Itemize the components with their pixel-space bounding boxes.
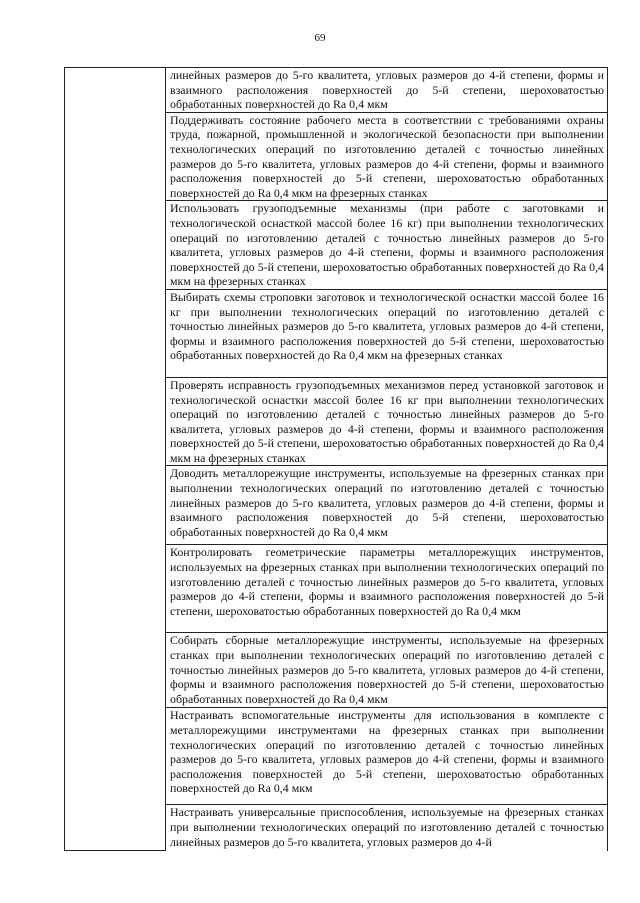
table-cell-text: Настраивать универсальные приспособления, используемые на фрезерных станках при выполнении технологических операций по изготовлению деталей с точностью линейных размеров до 5-го квалитета, угловых размеров до 4-й (166, 805, 608, 851)
table-cell-text: Использовать грузоподъемные механизмы (при работе с заготовками и технологической оснасткой массой более 16 кг) при выполнении технологических операций по изготовлению деталей с точностью линейных размеров до 5-го квалитета, угловых размеров до 4-й степени, формы и взаимного расположения поверхностей до 5-й степени, шероховатостью обработанных поверхностей до Ra 0,4 мкм на фрезерных станках (166, 201, 608, 290)
table-body (65, 68, 608, 851)
table-cell-text: Выбирать схемы строповки заготовок и технологической оснастки массой более 16 кг при выполнении технологических операций по изготовлению деталей с точностью линейных размеров до 5-го квалитета, угловых размеров до 4-й степени, формы и взаимного расположения поверхностей до 5-й степени, шероховатостью обработанных поверхностей до Ra 0,4 мкм на фрезерных станках (166, 289, 608, 377)
table-cell-text: Поддерживать состояние рабочего места в соответствии с требованиями охраны труда, пожарной, промышленной и экологической безопасности при выполнении технологических операций по изготовлению деталей с точностью линейных размеров до 5-го квалитета, угловых размеров до 4-й степени, формы и взаимного расположения поверхностей до 5-й степени, шероховатостью обработанных поверхностей до Ra 0,4 мкм на фрезерных станках (166, 112, 608, 201)
table-cell-text: Проверять исправность грузоподъемных механизмов перед установкой заготовок и технологической оснастки массой более 16 кг при выполнении технологических операций по изготовлению деталей с точностью линейных размеров до 5-го квалитета, угловых размеров до 4-й степени, формы и взаимного расположения поверхностей до 5-й степени, шероховатостью обработанных поверхностей до Ra 0,4 мкм на фрезерных станках (166, 377, 608, 466)
table-cell-text: Настраивать вспомогательные инструменты для использования в комплекте с металлорежущими инструментами на фрезерных станках при выполнении технологических операций по изготовлению деталей с точностью линейных размеров до 5-го квалитета, угловых размеров до 4-й степени, формы и взаимного расположения поверхностей до 5-й степени, шероховатостью обработанных поверхностей до Ra 0,4 мкм (166, 708, 608, 805)
table-cell-text: линейных размеров до 5-го квалитета, угловых размеров до 4-й степени, формы и взаимного расположения поверхностей до 5-й степени, шероховатостью обработанных поверхностей до Ra 0,4 мкм (166, 68, 608, 113)
skills-table (64, 67, 608, 851)
page-number: 69 (314, 32, 326, 44)
table-cell-text: Собирать сборные металлорежущие инструменты, используемые на фрезерных станках при выполнении технологических операций по изготовлению деталей с точностью линейных размеров до 5-го квалитета, угловых размеров до 4-й степени, формы и взаимного расположения поверхностей до 5-й степени, шероховатостью обработанных поверхностей до Ra 0,4 мкм (166, 633, 608, 708)
table-cell-text: Доводить металлорежущие инструменты, используемые на фрезерных станках при выполнении технологических операций по изготовлению деталей с точностью линейных размеров до 5-го квалитета, угловых размеров до 4-й степени, формы и взаимного расположения поверхностей до 5-й степени, шероховатостью обработанных поверхностей до Ra 0,4 мкм (166, 466, 608, 545)
table-row (65, 68, 608, 113)
table-cell-text: Контролировать геометрические параметры металлорежущих инструментов, используемых на фрезерных станках при выполнении технологических операций по изготовлению деталей с точностью линейных размеров до 5-го квалитета, угловых размеров до 4-й степени, формы и взаимного расположения поверхностей до 5-й степени, шероховатостью обработанных поверхностей до Ra 0,4 мкм (166, 545, 608, 633)
label-column-cell (65, 68, 166, 851)
